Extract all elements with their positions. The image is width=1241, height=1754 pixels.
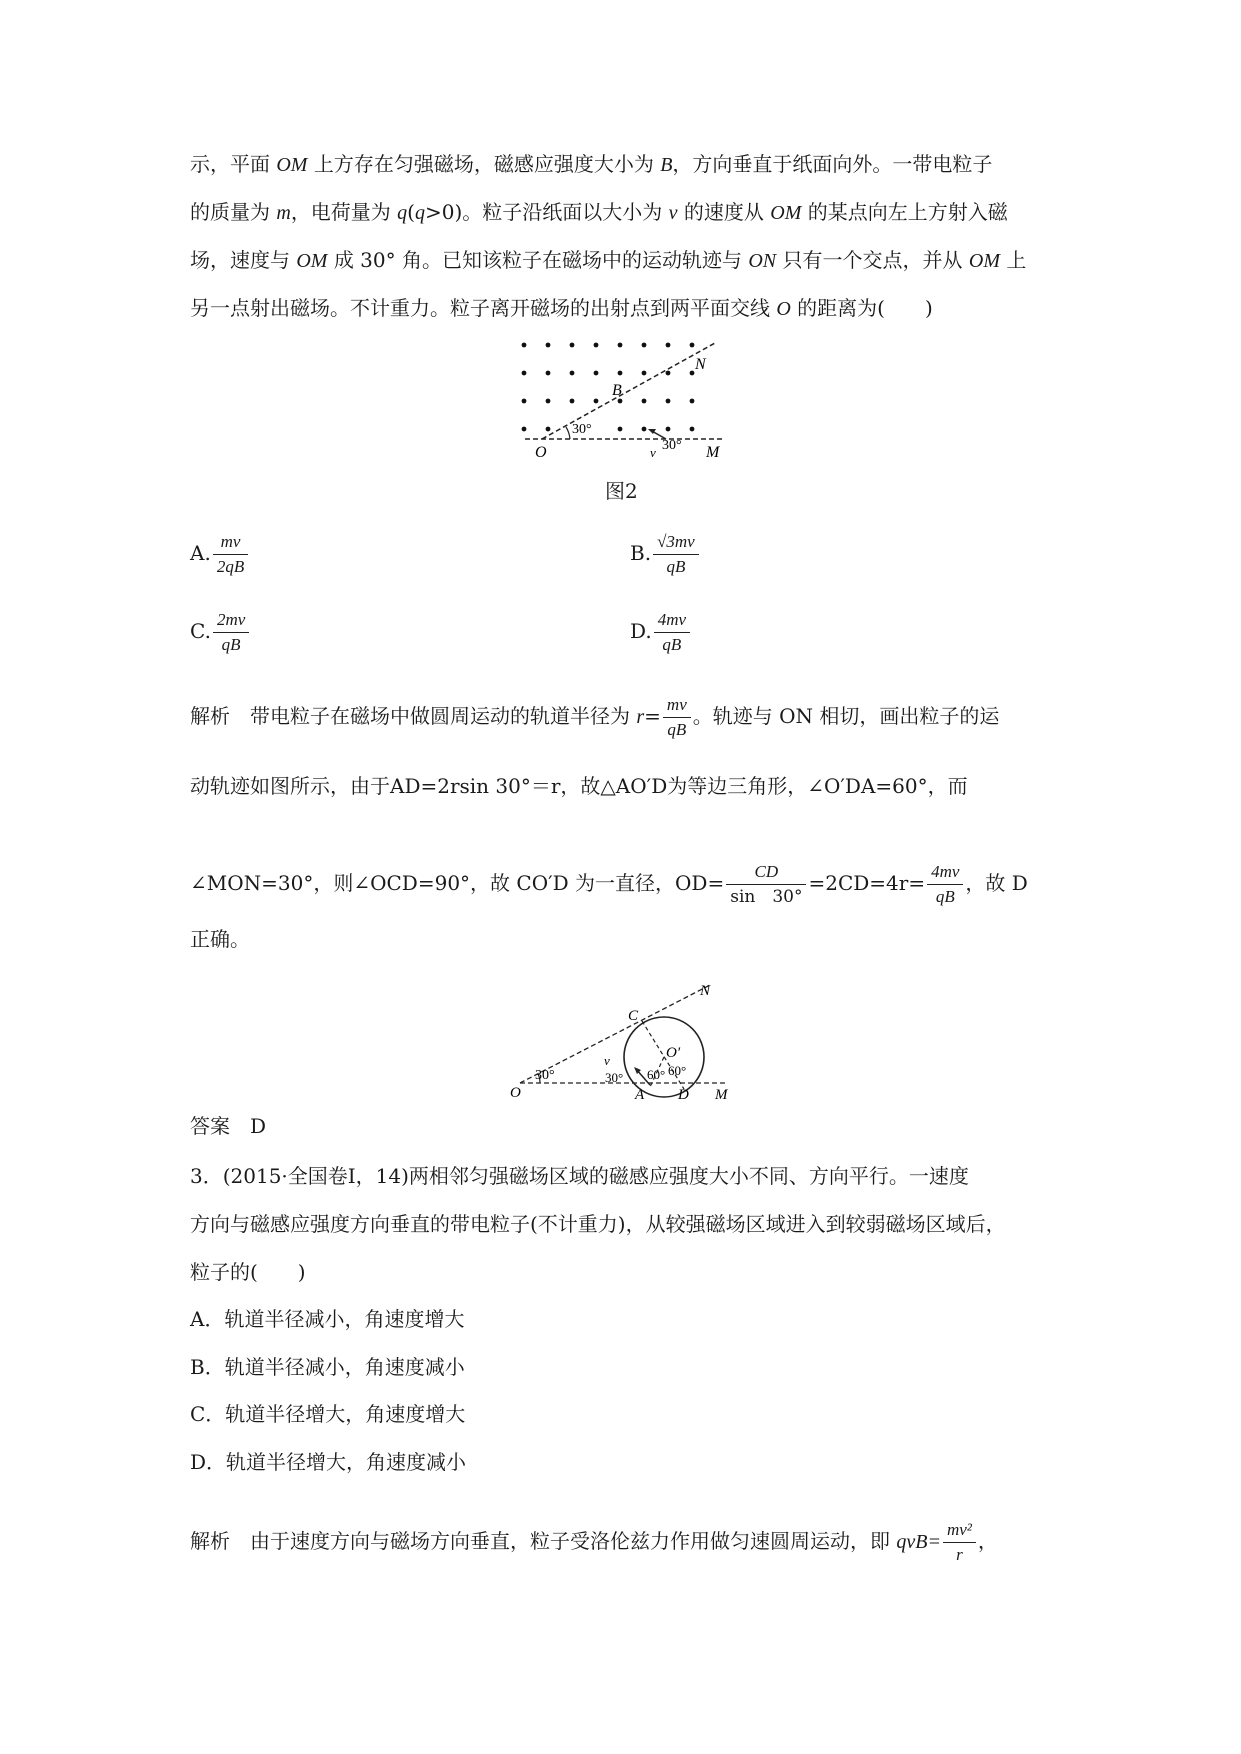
field-dot: [546, 343, 551, 348]
od-fraction: $\frac{CD}{\sin 30^\circ}$: [726, 860, 806, 909]
q2-analysis-line-4: [190, 925, 250, 953]
answer-value: D: [250, 1114, 267, 1138]
option-c-fraction: $\frac{2mv}{qB}$: [213, 608, 249, 657]
analysis-text-4: 正确。: [190, 927, 250, 951]
label-M: M: [706, 444, 720, 461]
label-v: v: [650, 445, 656, 460]
q2-stem-line-4: 另一点射出磁场。不计重力。粒子离开磁场的出射点到两平面交线 O 的距离为( ): [190, 296, 933, 320]
label-B: B: [612, 382, 622, 399]
analysis-text-2: 动轨迹如图所示，由于AD=2rsin 30°＝r，故△AO′D为等边三角形，∠O′DA=60°，而: [190, 774, 968, 798]
fig2-label-30-a: 30°: [605, 1070, 624, 1085]
option-b: [630, 530, 701, 579]
field-dot: [642, 343, 647, 348]
angle-arc-o: [566, 427, 570, 439]
fig2-label-v: v: [604, 1053, 610, 1068]
fig2-label-D: D: [678, 1087, 689, 1103]
q3-analysis-text: 由于速度方向与磁场方向垂直，粒子受洛伦兹力作用做匀速圆周运动，即: [250, 1529, 897, 1553]
q2-analysis-line-1: [190, 693, 999, 742]
fig2-label-O: O: [510, 1085, 521, 1101]
fig2-label-A: A: [635, 1087, 645, 1103]
field-dot: [618, 343, 623, 348]
fig2-label-60b: 60°: [647, 1067, 666, 1082]
field-dot: [570, 343, 575, 348]
field-dot: [522, 427, 527, 432]
fig2-label-60a: 60°: [668, 1063, 687, 1078]
plane-on-line: [542, 343, 715, 439]
field-dot: [594, 371, 599, 376]
analysis-text-1: 带电粒子在磁场中做圆周运动的轨道半径为: [250, 704, 637, 728]
option-d: [630, 608, 692, 657]
fig2-label-C: C: [628, 1008, 639, 1024]
field-dot: [690, 343, 695, 348]
equals-sign: =: [644, 704, 661, 728]
result-fraction: $\frac{4mv}{qB}$: [927, 860, 963, 909]
field-dot: [618, 399, 623, 404]
field-dot: [690, 427, 695, 432]
field-dot: [642, 399, 647, 404]
q2-answer: [190, 1112, 266, 1140]
fig2-label-30-o: 30°: [535, 1068, 555, 1083]
q3-option-c: C．轨道半径增大，角速度增大: [190, 1402, 466, 1426]
label-angle-30-v: 30°: [662, 438, 682, 453]
option-b-letter: B.: [630, 541, 652, 565]
q3-option-b: B．轨道半径减小，角速度减小: [190, 1355, 465, 1379]
q3-fraction: $\frac{\text{mv²}}{r}$: [943, 1518, 976, 1567]
q2-stem-line-2: 的质量为 m，电荷量为 q(q>0)。粒子沿纸面以大小为 v 的速度从 OM 的某点向左上方射入磁: [190, 200, 1008, 224]
fig2-label-N: N: [700, 983, 711, 999]
q3-stem-line-2: 方向与磁感应强度方向垂直的带电粒子(不计重力)，从较强磁场区域进入到较弱磁场区域后，: [190, 1212, 1006, 1236]
q3-analysis: [190, 1518, 998, 1567]
option-a-letter: A.: [190, 541, 211, 565]
q3-stem-line-1: 3．(2015·全国卷Ⅰ，14)两相邻匀强磁场区域的磁感应强度大小不同、方向平行。一速度: [190, 1164, 969, 1188]
field-dot: [618, 371, 623, 376]
analysis-label: 解析: [190, 704, 230, 728]
analysis-text-1b: 。轨迹与 ON 相切，画出粒子的运: [692, 704, 1000, 728]
q3-analysis-end: ，: [977, 1529, 998, 1553]
field-dot: [546, 427, 551, 432]
field-dot: [570, 399, 575, 404]
q3-option-d: D．轨道半径增大，角速度减小: [190, 1450, 467, 1474]
option-c-letter: C.: [190, 619, 211, 643]
q3-stem-line-3: 粒子的( ): [190, 1260, 306, 1284]
option-d-fraction: $\frac{4mv}{qB}$: [654, 608, 690, 657]
field-dot: [690, 399, 695, 404]
field-dot: [522, 399, 527, 404]
field-dot: [522, 371, 527, 376]
field-dot: [690, 371, 695, 376]
q3-option-a: A．轨道半径减小，角速度增大: [190, 1307, 465, 1331]
field-dots: [522, 343, 695, 432]
field-dot: [666, 399, 671, 404]
label-O: O: [535, 444, 547, 461]
field-dot: [666, 343, 671, 348]
field-dot: [546, 371, 551, 376]
field-dot: [642, 371, 647, 376]
label-angle-30-o: 30°: [572, 422, 592, 437]
analysis-text-3c: ，故 D: [965, 871, 1028, 895]
q2-analysis-line-2: [190, 772, 968, 800]
label-N: N: [695, 356, 706, 373]
answer-label: 答案: [190, 1114, 230, 1138]
figure-2: [500, 975, 750, 1105]
figure-1: [500, 335, 740, 465]
field-dot: [570, 371, 575, 376]
option-a: [190, 530, 250, 579]
q2-analysis-line-3: [190, 860, 1028, 909]
option-c: [190, 608, 251, 657]
q3-equation: qvB=: [896, 1531, 941, 1553]
field-dot: [594, 399, 599, 404]
option-b-fraction: $\frac{√3mv}{qB}$: [653, 530, 699, 579]
q2-stem-line-1: 示，平面 OM 上方存在匀强磁场，磁感应强度大小为 B，方向垂直于纸面向外。一带电粒子: [190, 152, 993, 176]
field-dot: [522, 343, 527, 348]
field-dot: [666, 371, 671, 376]
fig2-label-M: M: [715, 1087, 728, 1103]
option-d-letter: D.: [630, 619, 652, 643]
radius-symbol: r: [636, 706, 645, 728]
analysis-text-3: ∠MON=30°，则∠OCD=90°，故 CO′D 为一直径，OD=: [190, 871, 725, 895]
q3-analysis-label: 解析: [190, 1529, 230, 1553]
field-dot: [666, 427, 671, 432]
analysis-text-3b: =2CD=4r=: [808, 871, 926, 895]
field-dot: [642, 427, 647, 432]
q2-stem-line-3: 场，速度与 OM 成 30° 角。已知该粒子在磁场中的运动轨迹与 ON 只有一个交点，并从 OM 上: [190, 248, 1027, 272]
figure-caption: 图2: [605, 479, 638, 503]
field-dot: [546, 399, 551, 404]
field-dot: [594, 343, 599, 348]
option-a-fraction: $\frac{mv}{2qB}$: [213, 530, 248, 579]
field-dot: [618, 427, 623, 432]
radius-fraction: $\frac{mv}{qB}$: [663, 693, 691, 742]
fig2-label-O-prime: O′: [666, 1045, 681, 1061]
